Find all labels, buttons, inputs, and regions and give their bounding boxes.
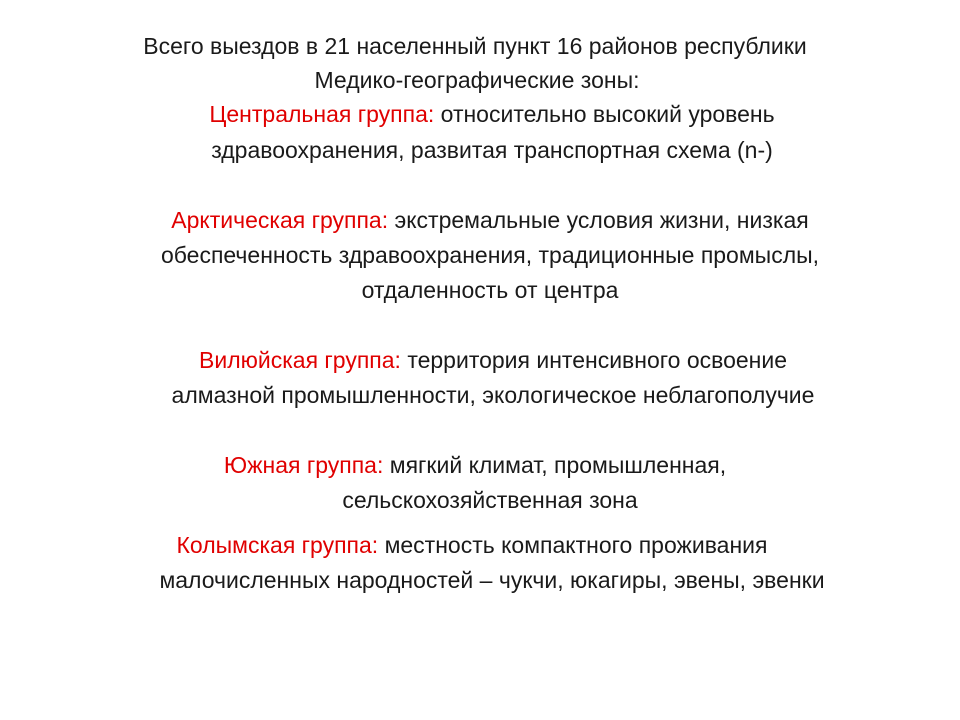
intro-line-2: Медико-географические зоны: (314, 67, 640, 93)
zone-south-line-1 (75, 449, 875, 481)
zone-arctic-name: Арктическая группа: (171, 207, 389, 233)
zone-kolyma-line-2: малочисленных народностей – чукчи, юкагиры, эвены, эвенки (159, 567, 825, 593)
zone-south-line-2: сельскохозяйственная зона (342, 487, 638, 513)
zone-vilyuy-desc-1: территория интенсивного освоение (400, 347, 787, 373)
zone-kolyma-desc-1: местность компактного проживания (378, 532, 768, 558)
zone-central-name: Центральная группа: (209, 101, 435, 127)
zone-arctic-line-1 (90, 204, 890, 236)
zone-kolyma-line-1 (72, 529, 872, 561)
zone-south-name: Южная группа: (223, 452, 384, 478)
zone-vilyuy-line-1 (93, 344, 893, 376)
zone-central-line-1 (92, 98, 892, 130)
zone-vilyuy-line-2: алмазной промышленности, экологическое неблагополучие (171, 382, 815, 408)
zone-kolyma-name: Колымская группа: (176, 532, 379, 558)
zone-south-desc-1: мягкий климат, промышленная, (383, 452, 727, 478)
zone-central-line-2: здравоохранения, развитая транспортная схема (n-) (211, 137, 773, 163)
zone-arctic-desc-1: экстремальные условия жизни, низкая (388, 207, 809, 233)
zone-central-desc-1: относительно высокий уровень (434, 101, 775, 127)
zone-arctic-line-3: отдаленность от центра (361, 277, 619, 303)
zone-arctic-line-2: обеспеченность здравоохранения, традиционные промыслы, (160, 242, 820, 268)
intro-line-1: Всего выездов в 21 населенный пункт 16 районов республики (143, 33, 807, 59)
zone-vilyuy-name: Вилюйская группа: (199, 347, 401, 373)
